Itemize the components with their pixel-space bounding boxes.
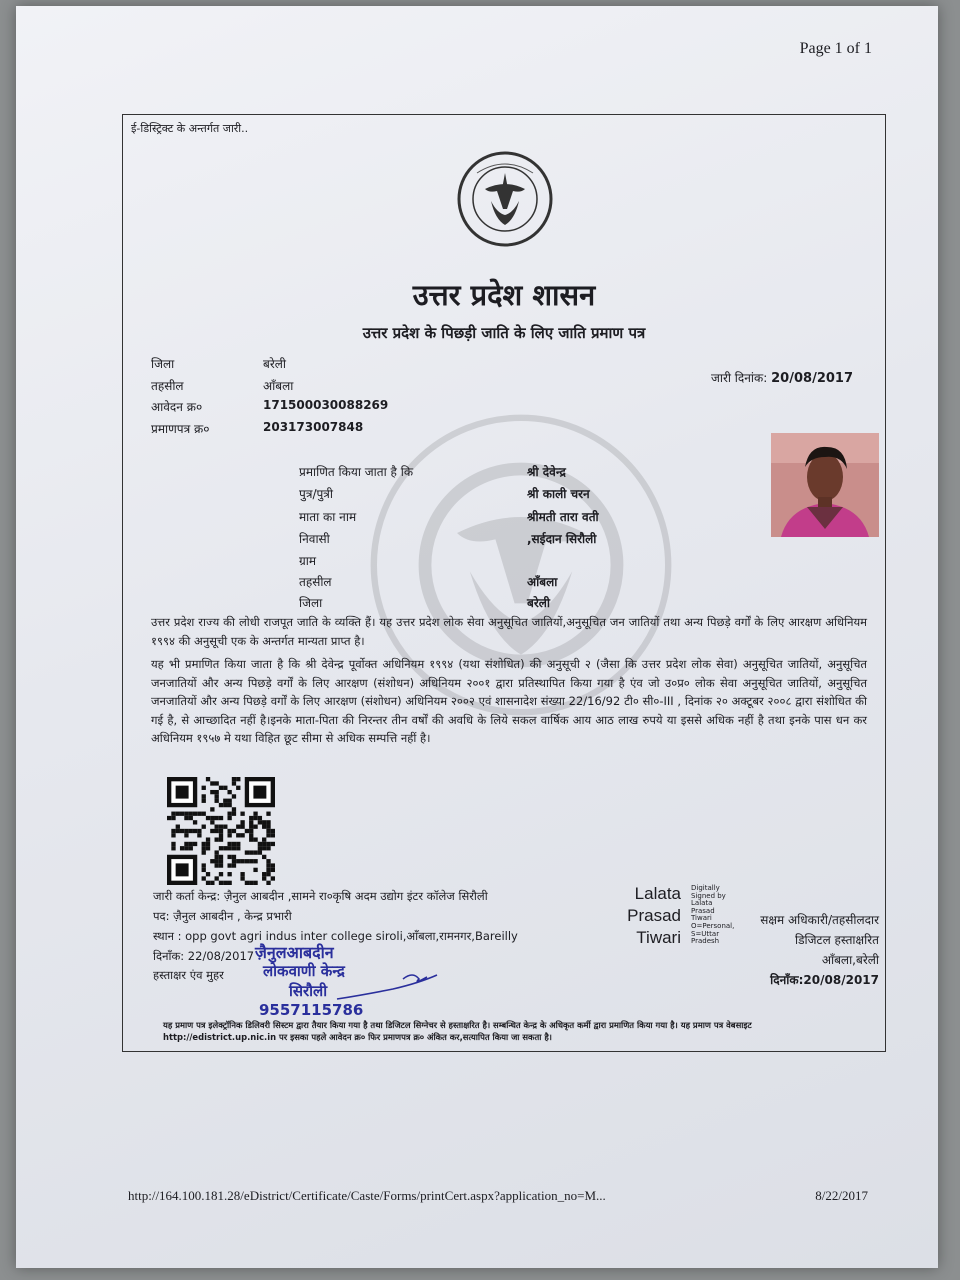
tehsil-label: तहसील: [151, 379, 184, 393]
signer-name-line-2: Prasad: [627, 906, 681, 925]
parent-label: पुत्र/पुत्री: [299, 487, 334, 501]
district-label: जिला: [151, 357, 175, 371]
issuing-centre: जारी कर्ता केन्द्र: ज़ैनुल आबदीन ,सामने रा०कृषि अदम उद्योग इंटर कॉलेज सिरौली: [153, 889, 488, 903]
signature-details: Digitally Signed by Lalata Prasad Tiwari O=Personal, S=Uttar Pradesh: [691, 884, 735, 946]
print-date: 8/22/2017: [815, 1188, 868, 1203]
stamp-name: ज़ैनुलआबदीन: [255, 943, 334, 962]
district-value: बरेली: [263, 357, 287, 371]
officer-location: आँबला,बरेली: [821, 953, 879, 967]
parent-name: श्री काली चरन: [527, 487, 590, 501]
resident-label: निवासी: [299, 532, 330, 546]
person-tehsil-value: आँबला: [527, 575, 558, 589]
application-number-value: 171500030088269: [263, 398, 389, 412]
application-number-label: आवेदन क्र०: [151, 400, 203, 414]
officer-date: दिनाँक:20/08/2017: [770, 973, 879, 987]
applicant-photo: [771, 433, 879, 537]
handwritten-signature: [333, 965, 443, 1005]
stamp-centre: लोकवाणी केन्द्र: [263, 962, 345, 980]
signature-seal-label: हस्ताक्षर एंव मुहर: [153, 968, 224, 982]
mother-label: माता का नाम: [299, 510, 357, 524]
issue-place: स्थान : opp govt agri indus inter college siroli,आँबला,रामनगर,Bareilly: [153, 929, 518, 943]
person-district-label: जिला: [299, 596, 323, 610]
person-tehsil-label: तहसील: [299, 575, 332, 589]
certified-name: श्री देवेन्द्र: [527, 465, 566, 479]
issuer-date: दिनाँक: 22/08/2017: [153, 949, 255, 963]
officer-digital-signed: डिजिटल हस्ताक्षरित: [795, 933, 879, 947]
certificate-title: उत्तर प्रदेश के पिछड़ी जाति के लिए जाति प्रमाण पत्र: [362, 324, 646, 342]
certified-label: प्रमाणित किया जाता है कि: [299, 465, 414, 479]
mother-name: श्रीमती तारा वती: [527, 510, 599, 524]
issue-date: [711, 369, 853, 386]
page-number: Page 1 of 1: [799, 40, 872, 57]
caste-certificate: [122, 114, 886, 1052]
issue-date-label: जारी दिनांक:: [710, 371, 768, 385]
officer-designation: सक्षम अधिकारी/तहसीलदार: [760, 913, 879, 927]
edistrict-note: ई-डिस्ट्रिक्ट के अन्तर्गत जारी..: [131, 122, 249, 135]
village-label: ग्राम: [299, 554, 317, 568]
certificate-number-value: 203173007848: [263, 420, 364, 434]
signer-name-line-1: Lalata: [634, 884, 681, 903]
stamp-phone: 9557115786: [259, 1001, 364, 1019]
person-district-value: बरेली: [527, 596, 551, 610]
caste-statement-paragraph: उत्तर प्रदेश राज्य की लोधी राजपूत जाति के व्यक्ति हैं। यह उत्तर प्रदेश लोक सेवा अनुसूचित जातियों,अनुसूचित जन जातियों तथा अन्य पिछड़े वर्गों के लिए आरक्षण अधिनियम १९९४ की अनुसूची एक के अन्तर्गत मान्यता प्राप्त है।: [151, 615, 868, 648]
print-url: http://164.100.181.28/eDistrict/Certificate/Caste/Forms/printCert.aspx?application_no=M...: [128, 1188, 606, 1203]
issue-date-value: 20/08/2017: [771, 371, 853, 386]
printed-page: [16, 6, 938, 1268]
government-title: उत्तर प्रदेश शासन: [412, 278, 596, 312]
tehsil-value: आँबला: [263, 379, 294, 393]
up-govt-emblem-icon: [455, 149, 555, 249]
qr-code: [167, 777, 275, 885]
issuer-post: पद: ज़ैनुल आबदीन , केन्द्र प्रभारी: [153, 909, 292, 923]
verification-footnote: यह प्रमाण पत्र इलेक्ट्रॉनिक डिलिवरी सिस्टम द्वारा तैयार किया गया है तथा डिजिटल सिग्नेचर से हस्ताक्षरित है। सम्बन्धित केन्द्र के अधिकृत कर्मी द्वारा प्रमाणित किया गया है। यह प्रमाण पत्र वेबसाइट http://edistrict.up.nic.in पर इसका पहले आवेदन क्र० फिर प्रमाणपत्र क्र० अंकित कर,सत्यापित किया जा सकता है।: [163, 1020, 752, 1042]
resident-value: ,सईदान सिरौली: [527, 532, 597, 546]
stamp-place: सिरौली: [289, 982, 328, 1000]
income-statement-paragraph: यह भी प्रमाणित किया जाता है कि श्री देवेन्द्र पूर्वोक्त अधिनियम १९९४ (यथा संशोधित) की अनुसूची २ (जैसा कि उत्तर प्रदेश लोक सेवा) अनुसूचित जातियों, अनुसूचित जनजातियों और अन्य पिछड़े वर्गों के लिए आरक्षण (संशोधन) अधिनियम २००१ द्वारा प्रतिस्थापित किया गया है एंव जो उ०प्र० लोक सेवा अनुसूचित जातियों, अनुसूचित जनजातियों और अन्य पिछड़े वर्गों के लिए आरक्षण (संशोधन) अधिनियम २००२ एवं शासनादेश संख्या 22/16/92 टी० सी०-III , दिनांक २० अक्टूबर २००८ द्वारा संशोधित की गई है, से आच्छादित नहीं है।इनके माता-पिता की निरन्तर तीन वर्षों की अवधि के लिये सकल वार्षिक आय आठ लाख रुपये या इससे अधिक नहीं है तथा इनके पास धन कर अधिनियम १९५७ मे यथा विहित छूट सीमा से अधिक सम्पत्ति नहीं है।: [151, 657, 867, 746]
certificate-number-label: प्रमाणपत्र क्र०: [151, 422, 210, 436]
signer-name-line-3: Tiwari: [636, 928, 681, 947]
